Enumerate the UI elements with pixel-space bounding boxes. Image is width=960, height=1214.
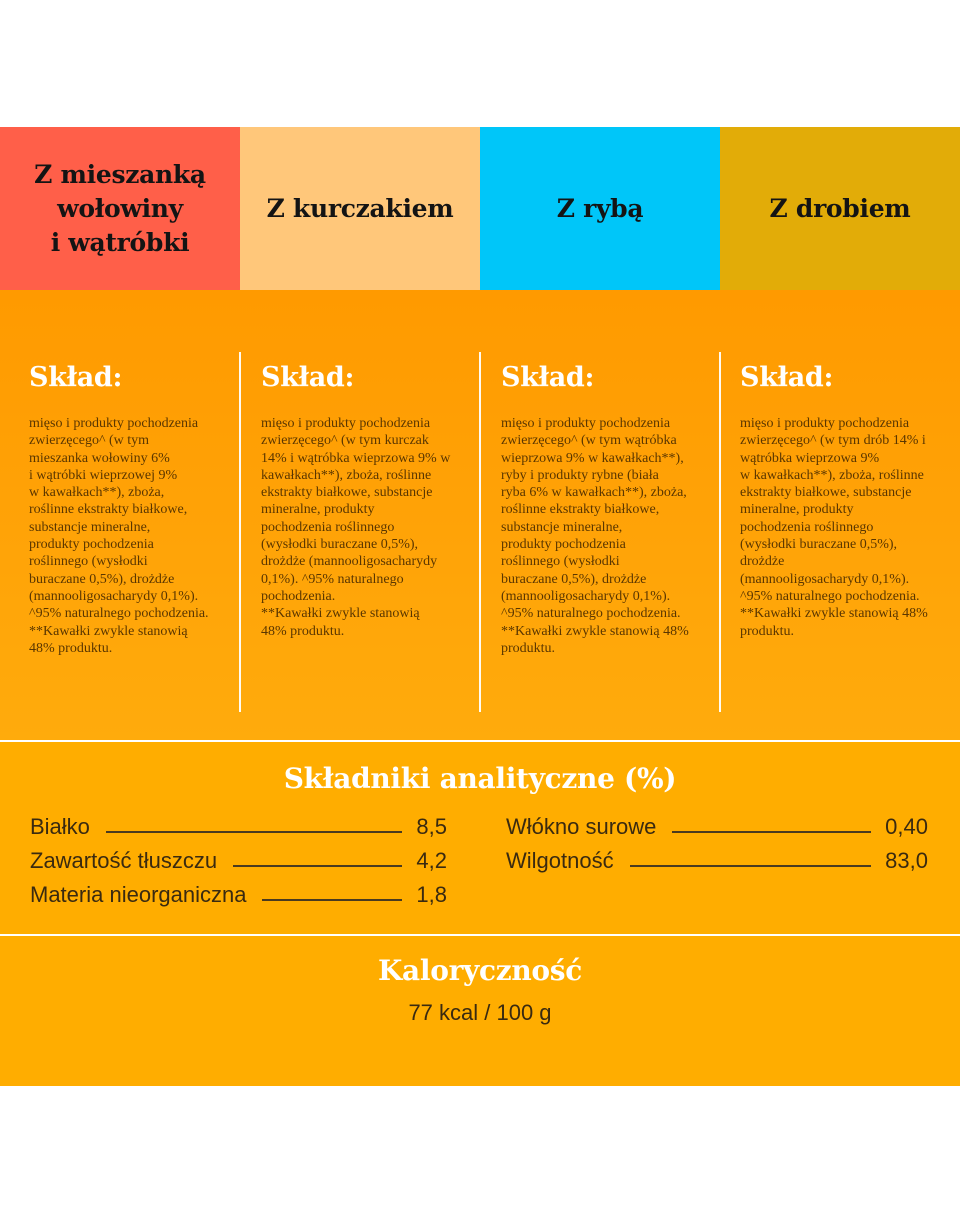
calories-section xyxy=(0,936,960,1086)
composition-heading: Skład: xyxy=(740,362,834,393)
analytic-value: 8,5 xyxy=(416,814,447,839)
composition-section xyxy=(0,290,960,740)
composition-text: mięso i produkty pochodzenia zwierzęcego^ (w tym mieszanka wołowiny 6% i wątróbki wieprzowej 9% w kawałkach**), zboża, roślinne ekstrakty białkowe, substancje mineralne, produkty pochodzenia roślinnego (wysłodki buraczane 0,5%), drożdże (mannooligosacharydy 0,1%). ^95% naturalnego pochodzenia. **Kawałki zwykle stanowią 48% produktu. xyxy=(29,416,209,656)
composition-text: mięso i produkty pochodzenia zwierzęcego^ (w tym kurczak 14% i wątróbka wieprzowa 9% w kawałkach**), zboża, roślinne ekstrakty białkowe, substancje mineralne, produkty pochodzenia roślinnego (wysłodki buraczane 0,5%), drożdże (mannooligosacharydy 0,1%). ^95% naturalnego pochodzenia. **Kawałki zwykle stanowią 48% produktu. xyxy=(261,416,451,639)
composition-column-3 xyxy=(501,352,711,712)
column-divider xyxy=(719,352,721,712)
flavor-fish xyxy=(480,127,720,290)
analytic-label: Białko xyxy=(30,814,90,839)
analytic-value: 83,0 xyxy=(885,848,928,873)
analytic-label: Zawartość tłuszczu xyxy=(30,848,218,873)
analytic-value: 0,40 xyxy=(885,814,928,839)
flavor-label: Z rybą xyxy=(556,193,644,223)
leader-line xyxy=(106,831,402,833)
composition-column-4 xyxy=(740,352,955,712)
analytic-section xyxy=(0,742,960,934)
analytic-label: Wilgotność xyxy=(506,848,614,873)
composition-heading: Skład: xyxy=(501,362,595,393)
analytic-row-fat xyxy=(30,846,447,876)
composition-column-2 xyxy=(261,352,473,712)
analytic-label: Materia nieorganiczna xyxy=(30,882,247,907)
analytic-row-fibre xyxy=(506,812,928,842)
leader-line xyxy=(233,865,402,867)
analytic-row-ash xyxy=(30,880,447,910)
analytic-row-protein xyxy=(30,812,447,842)
calories-value: 77 kcal / 100 g xyxy=(408,1000,552,1025)
analytic-title: Składniki analityczne (%) xyxy=(283,762,677,795)
flavor-poultry xyxy=(720,127,960,290)
leader-line xyxy=(630,865,872,867)
calories-title: Kaloryczność xyxy=(377,954,582,987)
analytic-label: Włókno surowe xyxy=(506,814,657,839)
flavor-chicken xyxy=(240,127,480,290)
flavor-label: Z kurczakiem xyxy=(266,193,454,223)
composition-heading: Skład: xyxy=(29,362,123,393)
flavor-beef-liver xyxy=(0,127,240,290)
composition-heading: Skład: xyxy=(261,362,355,393)
analytic-value: 4,2 xyxy=(416,848,447,873)
leader-line xyxy=(672,831,871,833)
flavor-label: Z mieszanką wołowiny i wątróbki xyxy=(34,159,206,257)
composition-text: mięso i produkty pochodzenia zwierzęcego^ (w tym drób 14% i wątróbka wieprzowa 9% w kawałkach**), zboża, roślinne ekstrakty białkowe, substancje mineralne, produkty pochodzenia roślinnego (wysłodki buraczane 0,5%), drożdże (mannooligosacharydy 0,1%). ^95% naturalnego pochodzenia. **Kawałki zwykle stanowią 48% produktu. xyxy=(740,416,928,639)
column-divider xyxy=(239,352,241,712)
composition-column-1 xyxy=(29,352,234,712)
composition-text: mięso i produkty pochodzenia zwierzęcego^ (w tym wątróbka wieprzowa 9% w kawałkach**), ryby i produkty rybne (biała ryba 6% w kawałkach**), zboża, roślinne ekstrakty białkowe, substancje mineralne, produkty pochodzenia roślinnego (wysłodki buraczane 0,5%), drożdże (mannooligosacharydy 0,1%). ^95% naturalnego pochodzenia. **Kawałki zwykle stanowią 48% produktu. xyxy=(501,416,689,656)
flavor-header xyxy=(0,127,960,290)
leader-line xyxy=(262,899,402,901)
analytic-value: 1,8 xyxy=(416,882,447,907)
analytic-row-moisture xyxy=(506,846,928,876)
column-divider xyxy=(479,352,481,712)
flavor-label: Z drobiem xyxy=(769,193,911,223)
